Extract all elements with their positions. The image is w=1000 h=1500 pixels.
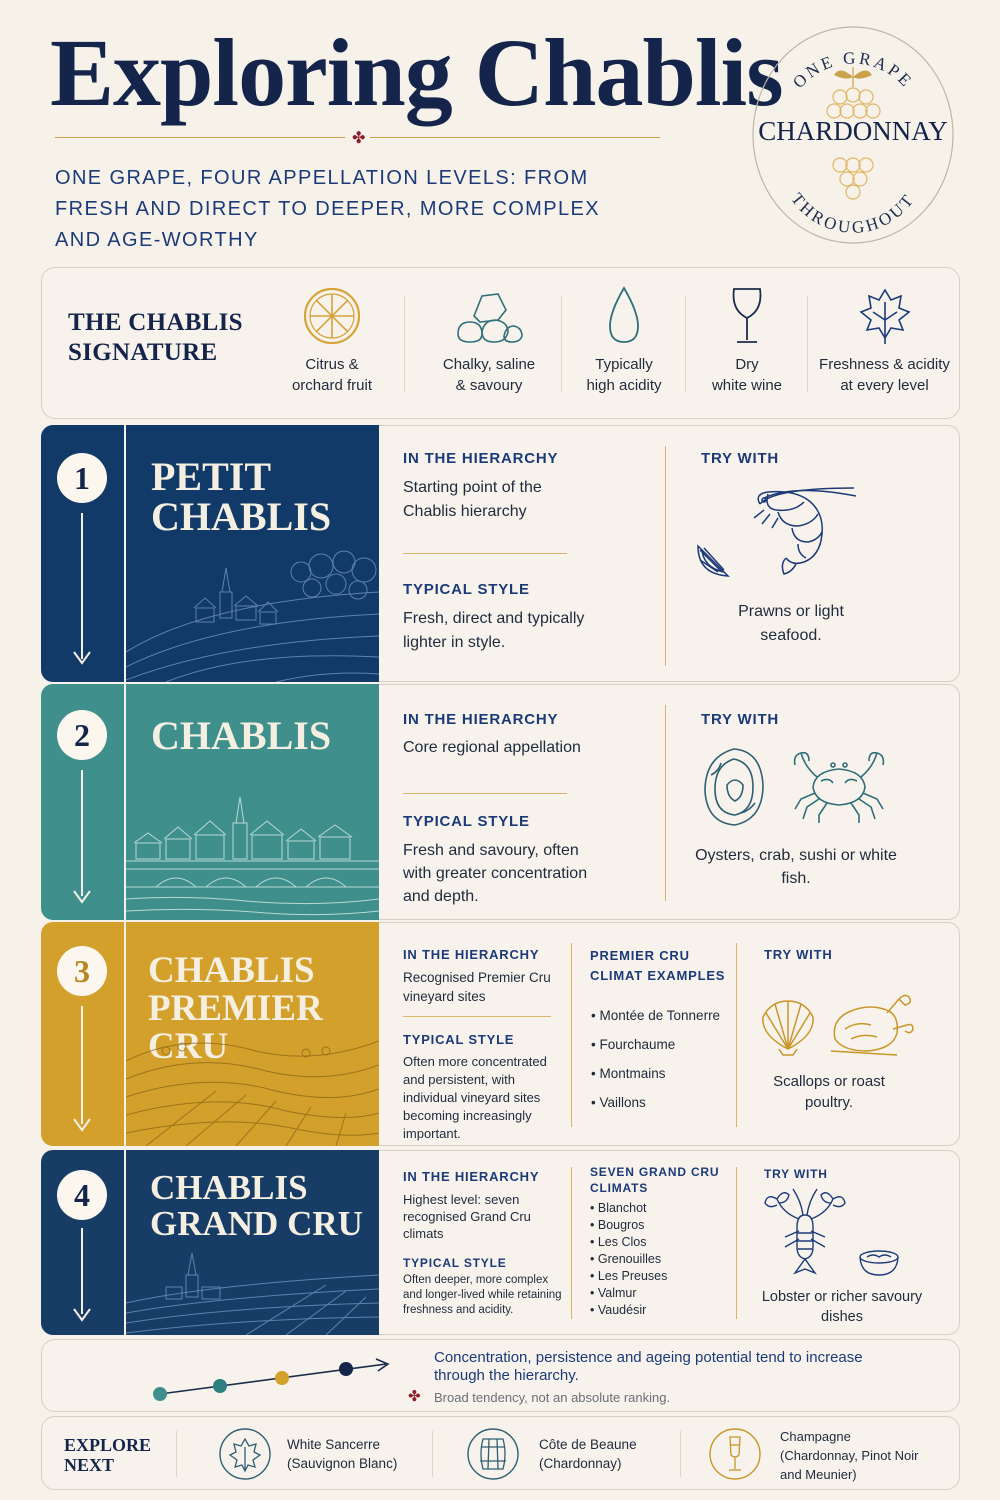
explore-next-card <box>41 1416 960 1490</box>
style-text: Often deeper, more complex and longer-lived while retaining freshness and acidity. <box>403 1274 562 1316</box>
style-text: Fresh, direct and typically lighter in style. <box>403 610 585 651</box>
page-title: Exploring Chablis <box>50 19 783 126</box>
list-item: • Bougros <box>590 1217 667 1234</box>
tier-name: CHABLIS PREMIER CRU <box>148 950 323 1067</box>
explore-item-text: Côte de Beaune (Chardonnay) <box>539 1437 637 1471</box>
lobster-icon <box>763 1187 847 1279</box>
tier-hero <box>126 684 379 920</box>
list-item: • Valmur <box>590 1285 667 1302</box>
increasing-trend-icon <box>150 1354 394 1402</box>
arrow-down-icon <box>73 1118 91 1132</box>
list-item: • Fourchaume <box>591 1030 720 1059</box>
vine-leaf-icon <box>857 286 913 346</box>
roast-chicken-icon <box>827 989 917 1061</box>
badge-bottom-text: THROUGHOUT <box>787 189 919 238</box>
hierarchy-label: IN THE HIERARCHY <box>403 711 559 728</box>
signature-label: Dry white wine <box>711 356 783 394</box>
chardonnay-badge <box>752 25 954 245</box>
chalk-stones-icon <box>452 286 526 346</box>
list-item: • Blanchot <box>590 1200 667 1217</box>
list-item: • Montmains <box>591 1059 720 1088</box>
tier-name: PETIT CHABLIS <box>151 454 332 539</box>
flute-glass-icon <box>708 1427 762 1481</box>
signature-item-freshness <box>817 286 952 406</box>
style-text: Fresh and savoury, often with greater concentration and depth. <box>403 842 588 905</box>
hierarchy-text: Recognised Premier Cru vineyard sites <box>403 970 551 1004</box>
trend-card <box>41 1339 960 1412</box>
lemon-wedge-icon <box>694 538 742 578</box>
pairing-text: Oysters, crab, sushi or white fish. <box>695 847 897 887</box>
hillside-village-illustration <box>126 1245 379 1335</box>
tier-number: 3 <box>57 946 107 996</box>
tier-content <box>379 922 960 1146</box>
badge-center-text: CHARDONNAY <box>758 116 948 146</box>
list-item: • Les Preuses <box>590 1268 667 1285</box>
page-subtitle: ONE GRAPE, FOUR APPELLATION LEVELS: FROM FRESH AND DIRECT TO DEEPER, MORE COMPLEX AND AGE-WORTHY <box>55 167 600 251</box>
tier-content <box>379 684 960 920</box>
title-divider <box>55 130 660 147</box>
tier-petit-chablis <box>41 425 960 682</box>
hierarchy-text: Starting point of the Chablis hierarchy <box>403 479 542 520</box>
barrel-icon <box>466 1427 520 1481</box>
style-label: TYPICAL STYLE <box>403 581 530 598</box>
arrow-down-icon <box>73 651 91 665</box>
tier-number: 1 <box>57 453 107 503</box>
style-label: TYPICAL STYLE <box>403 813 530 830</box>
explore-heading: EXPLORE NEXT <box>64 1435 152 1475</box>
tier-number: 4 <box>57 1170 107 1220</box>
pairing-text: Prawns or light seafood. <box>738 603 844 644</box>
premier-cru-climat-list <box>591 1001 720 1117</box>
list-item: • Montée de Tonnerre <box>591 1001 720 1030</box>
tier-number: 2 <box>57 710 107 760</box>
tier-hero <box>126 1150 379 1335</box>
list-item: • Grenouilles <box>590 1251 667 1268</box>
explore-item-text: Champagne (Chardonnay, Pinot Noir and Meunier) <box>780 1429 919 1482</box>
signature-item-chalk <box>425 286 553 406</box>
fleur-ornament-icon: ✤ <box>408 1388 421 1405</box>
scallop-icon <box>757 995 819 1057</box>
signature-label: Typically high acidity <box>586 356 662 394</box>
signature-label: Freshness & acidity at every level <box>819 356 950 394</box>
village-bridge-illustration <box>126 775 379 920</box>
tier-number-column <box>41 425 124 682</box>
pairing-text: Lobster or richer savoury dishes <box>761 1289 923 1325</box>
village-vineyard-illustration <box>126 532 379 682</box>
signature-item-citrus <box>282 286 382 406</box>
tier-number-column <box>41 1150 124 1335</box>
fleur-ornament-icon: ✤ <box>352 130 366 147</box>
list-item: • Vaillons <box>591 1088 720 1117</box>
badge-top-text: ONE GRAPE <box>789 48 918 92</box>
tier-chablis <box>41 684 960 920</box>
hierarchy-label: IN THE HIERARCHY <box>403 450 559 467</box>
arrow-down-icon <box>73 890 91 904</box>
hierarchy-label: IN THE HIERARCHY <box>403 947 540 962</box>
signature-item-acidity <box>574 286 674 406</box>
chablis-signature-card <box>41 267 960 419</box>
tier-content <box>379 425 960 682</box>
style-label: TYPICAL STYLE <box>403 1032 515 1047</box>
signature-label: Chalky, saline & savoury <box>442 356 536 394</box>
oyster-icon <box>701 745 767 829</box>
list-item: • Vaudésir <box>590 1302 667 1319</box>
signature-label: Citrus & orchard fruit <box>291 356 373 394</box>
try-with-label: TRY WITH <box>764 947 833 962</box>
explore-item-text: White Sancerre (Sauvignon Blanc) <box>287 1437 398 1471</box>
style-text: Often more concentrated and persistent, with individual vineyard sites becoming increasingly important. <box>403 1054 547 1141</box>
wine-glass-icon <box>727 286 767 346</box>
grand-cru-climat-list <box>590 1200 667 1319</box>
hierarchy-text: Highest level: seven recognised Grand Cru climats <box>403 1192 531 1241</box>
try-with-label: TRY WITH <box>764 1167 828 1181</box>
tier-content <box>379 1150 960 1335</box>
climat-examples-label: PREMIER CRU CLIMAT EXAMPLES <box>590 948 726 983</box>
arrow-down-icon <box>73 1308 91 1322</box>
signature-heading: THE CHABLIS SIGNATURE <box>68 309 243 366</box>
pairing-text: Scallops or roast poultry. <box>773 1073 885 1111</box>
list-item: • Les Clos <box>590 1234 667 1251</box>
style-label: TYPICAL STYLE <box>403 1256 507 1270</box>
tier-hero <box>126 425 379 682</box>
sauce-bowl-icon <box>857 1247 901 1279</box>
trend-text: Concentration, persistence and ageing potential tend to increase through the hierarchy. <box>434 1349 863 1384</box>
vine-leaf-icon <box>218 1427 272 1481</box>
crab-icon <box>787 743 891 827</box>
trend-note: Broad tendency, not an absolute ranking. <box>434 1390 671 1405</box>
tier-chablis-premier-cru <box>41 922 960 1146</box>
signature-item-dry <box>702 286 792 406</box>
tier-chablis-grand-cru <box>41 1150 960 1335</box>
rolling-vineyard-illustration <box>126 1021 379 1146</box>
grand-cru-climats-label: SEVEN GRAND CRU CLIMATS <box>590 1165 720 1195</box>
hierarchy-label: IN THE HIERARCHY <box>403 1169 540 1184</box>
try-with-label: TRY WITH <box>701 450 780 467</box>
try-with-label: TRY WITH <box>701 711 780 728</box>
tier-number-column <box>41 922 124 1146</box>
water-drop-icon <box>604 286 644 346</box>
tier-name: CHABLIS <box>151 713 332 758</box>
tier-name: CHABLIS GRAND CRU <box>150 1168 363 1243</box>
prawn-icon <box>724 484 859 584</box>
hierarchy-text: Core regional appellation <box>403 739 581 756</box>
tier-hero <box>126 922 379 1146</box>
tier-number-column <box>41 684 124 920</box>
citrus-slice-icon <box>302 286 362 346</box>
